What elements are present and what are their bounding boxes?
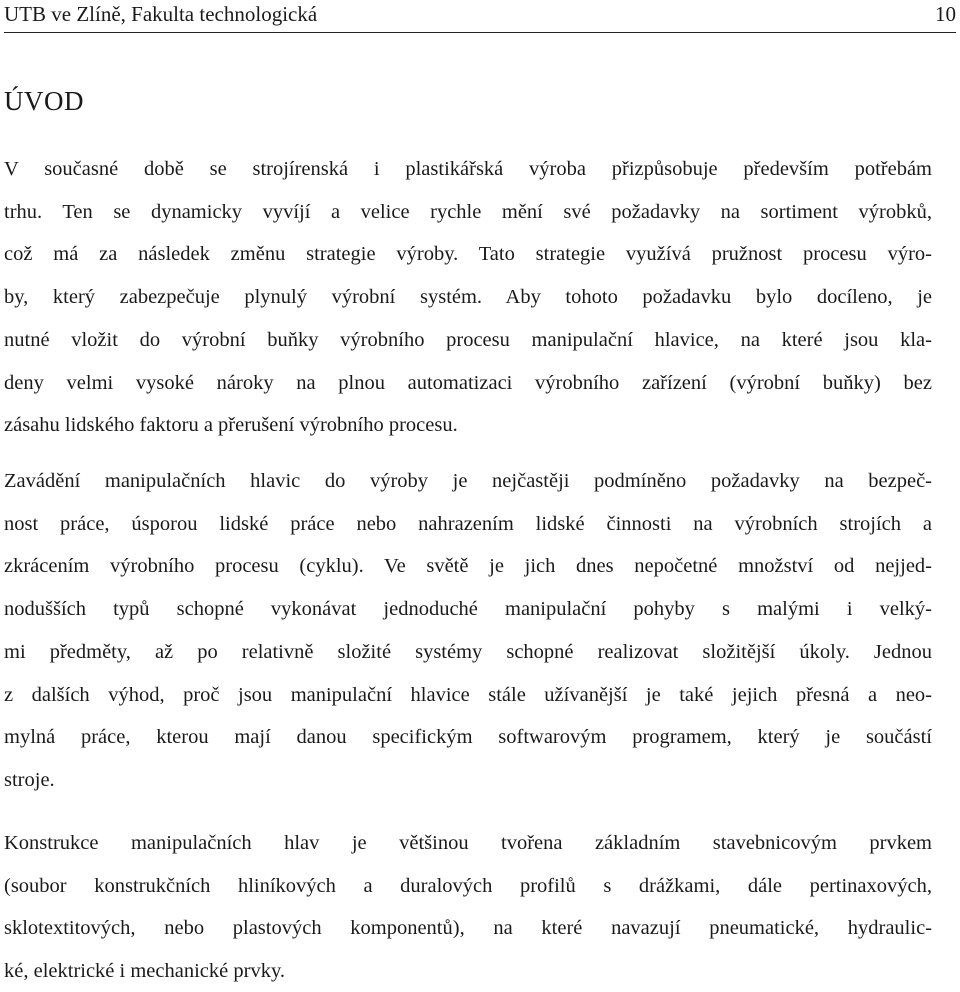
text-line: trhu. Ten se dynamicky vyvíjí a velice rychle mění své požadavky na sortiment výrobků, [4,200,932,223]
text-line: by, který zabezpečuje plynulý výrobní systém. Aby tohoto požadavku bylo docíleno, je [4,286,932,309]
text-line: deny velmi vysoké nároky na plnou automatizaci výrobního zařízení (výrobní buňky) bez [4,371,932,394]
text-line: V současné době se strojírenská i plastikářská výroba přizpůsobuje především potřebám [4,158,932,180]
text-line: (soubor konstrukčních hliníkových a duralových profilů s drážkami, dále pertinaxových, [4,874,932,897]
text-line: nodušších typů schopné vykonávat jednoduché manipulační pohyby s malými i velký- [4,598,932,621]
text-line: stroje. [4,768,55,791]
text-line: nutné vložit do výrobní buňky výrobního procesu manipulační hlavice, na které jsou kla- [4,328,932,351]
text-line: Zavádění manipulačních hlavic do výroby je nejčastěji podmíněno požadavky na bezpeč- [4,470,932,492]
text-line: což má za následek změnu strategie výroby. Tato strategie využívá pružnost procesu výro- [4,243,932,266]
text-line: mi předměty, až po relativně složité systémy schopné realizovat složitější úkoly. Jednou [4,640,932,663]
text-line: z dalších výhod, proč jsou manipulační hlavice stále užívanější je také jejich přesná a neo- [4,683,932,706]
text-line: zkrácením výrobního procesu (cyklu). Ve světě je jich dnes nepočetné množství od nejjed- [4,555,932,578]
header-institution: UTB ve Zlíně, Fakulta technologická [4,2,318,26]
text-line: zásahu lidského faktoru a přerušení výrobního procesu. [4,414,458,437]
text-line: mylná práce, kterou mají danou specifickým softwarovým programem, který je součástí [4,726,932,749]
header-page-number: 10 [935,2,956,26]
text-line: Konstrukce manipulačních hlav je většinou tvořena základním stavebnicovým prvkem [4,832,932,854]
text-line: ké, elektrické i mechanické prvky. [4,960,285,983]
text-line: nost práce, úsporou lidské práce nebo nahrazením lidské činnosti na výrobních strojích a [4,512,932,535]
text-line: sklotextitových, nebo plastových komponentů), na které navazují pneumatické, hydraulic- [4,917,932,940]
page-header [4,0,956,33]
section-title: ÚVOD [4,86,84,116]
